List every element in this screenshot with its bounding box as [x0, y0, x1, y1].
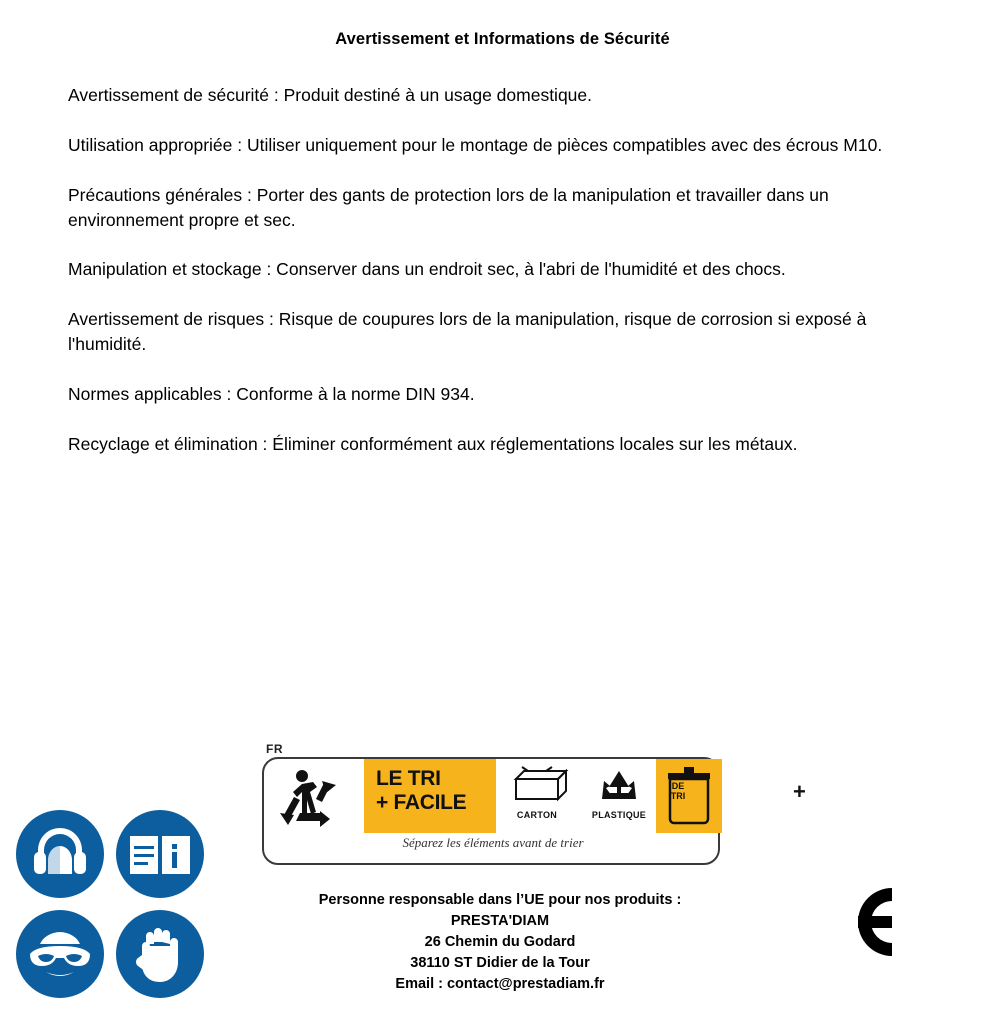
responsible-person-prefix: Personne responsable dans l’ — [318, 892, 525, 908]
read-manual-icon — [116, 810, 204, 898]
triman-bin-text — [662, 773, 694, 801]
triman-symbol-icon — [272, 763, 358, 836]
triman-separator: + — [793, 779, 806, 804]
triman-headline-line2: + FACILE — [376, 791, 467, 815]
company-city: 38110 ST Didier de la Tour — [410, 955, 590, 972]
responsible-person-block — [210, 890, 790, 995]
triman-recycling-label — [262, 742, 806, 867]
ce-mark-icon — [800, 875, 945, 970]
mandatory-pictograms-group — [16, 810, 216, 1010]
paragraph-applicable-standards: Normes applicables : Conforme à la norme DIN 934. — [68, 383, 475, 404]
triman-box — [262, 757, 806, 865]
paragraph-risk-warning: Avertissement de risques : Risque de coupures lors de la manipulation, risque de corrosion si exposé à l'humidité. — [68, 309, 867, 355]
paragraph-safety-warning: Avertissement de sécurité : Produit destiné à un usage domestique. — [68, 85, 593, 105]
triman-headline-line1: LE TRI — [376, 767, 441, 790]
triman-headline — [376, 767, 496, 815]
page-title: Avertissement et Informations de Sécurité — [335, 30, 670, 48]
company-name: PRESTA'DIAM — [450, 913, 550, 930]
ear-protection-icon — [16, 810, 104, 898]
paragraph-proper-use: Utilisation appropriée : Utiliser uniquement pour le montage de pièces compatibles avec des écrous M10. — [68, 134, 883, 155]
responsible-person-line — [210, 890, 790, 911]
triman-bin-line2: DE — [671, 781, 685, 792]
company-street: 26 Chemin du Godard — [424, 934, 576, 951]
triman-plastique-label: PLASTIQUE — [591, 810, 647, 820]
safety-information-body — [68, 83, 943, 457]
triman-country-code: FR — [266, 742, 283, 756]
paragraph-general-precautions: Précautions générales : Porter des gants de protection lors de la manipulation et travailler dans un environnement propre et sec. — [68, 184, 829, 230]
triman-carton-label: CARTON — [516, 810, 558, 820]
company-email: Email : contact@prestadiam.fr — [395, 976, 605, 993]
responsible-person-suffix: pour nos produits : — [544, 892, 682, 908]
eye-protection-icon — [16, 910, 104, 998]
triman-carton-item — [502, 765, 572, 820]
triman-bin-line1: BAC — [668, 772, 688, 782]
triman-footer-text: Séparez les éléments avant de trier — [402, 835, 584, 850]
paragraph-handling-storage: Manipulation et stockage : Conserver dans un endroit sec, à l'abri de l'humidité et des chocs. — [68, 259, 786, 280]
footer-area — [0, 720, 1005, 1035]
triman-plastique-item — [584, 765, 654, 820]
hand-protection-icon — [116, 910, 204, 998]
paragraph-recycling-disposal: Recyclage et élimination : Éliminer conformément aux réglementations locales sur les métaux. — [68, 433, 798, 454]
recycle-arrows-icon — [584, 765, 654, 805]
responsible-person-eu: UE — [524, 892, 545, 908]
triman-bin-line3: TRI — [670, 790, 686, 801]
carton-box-icon — [502, 765, 572, 805]
